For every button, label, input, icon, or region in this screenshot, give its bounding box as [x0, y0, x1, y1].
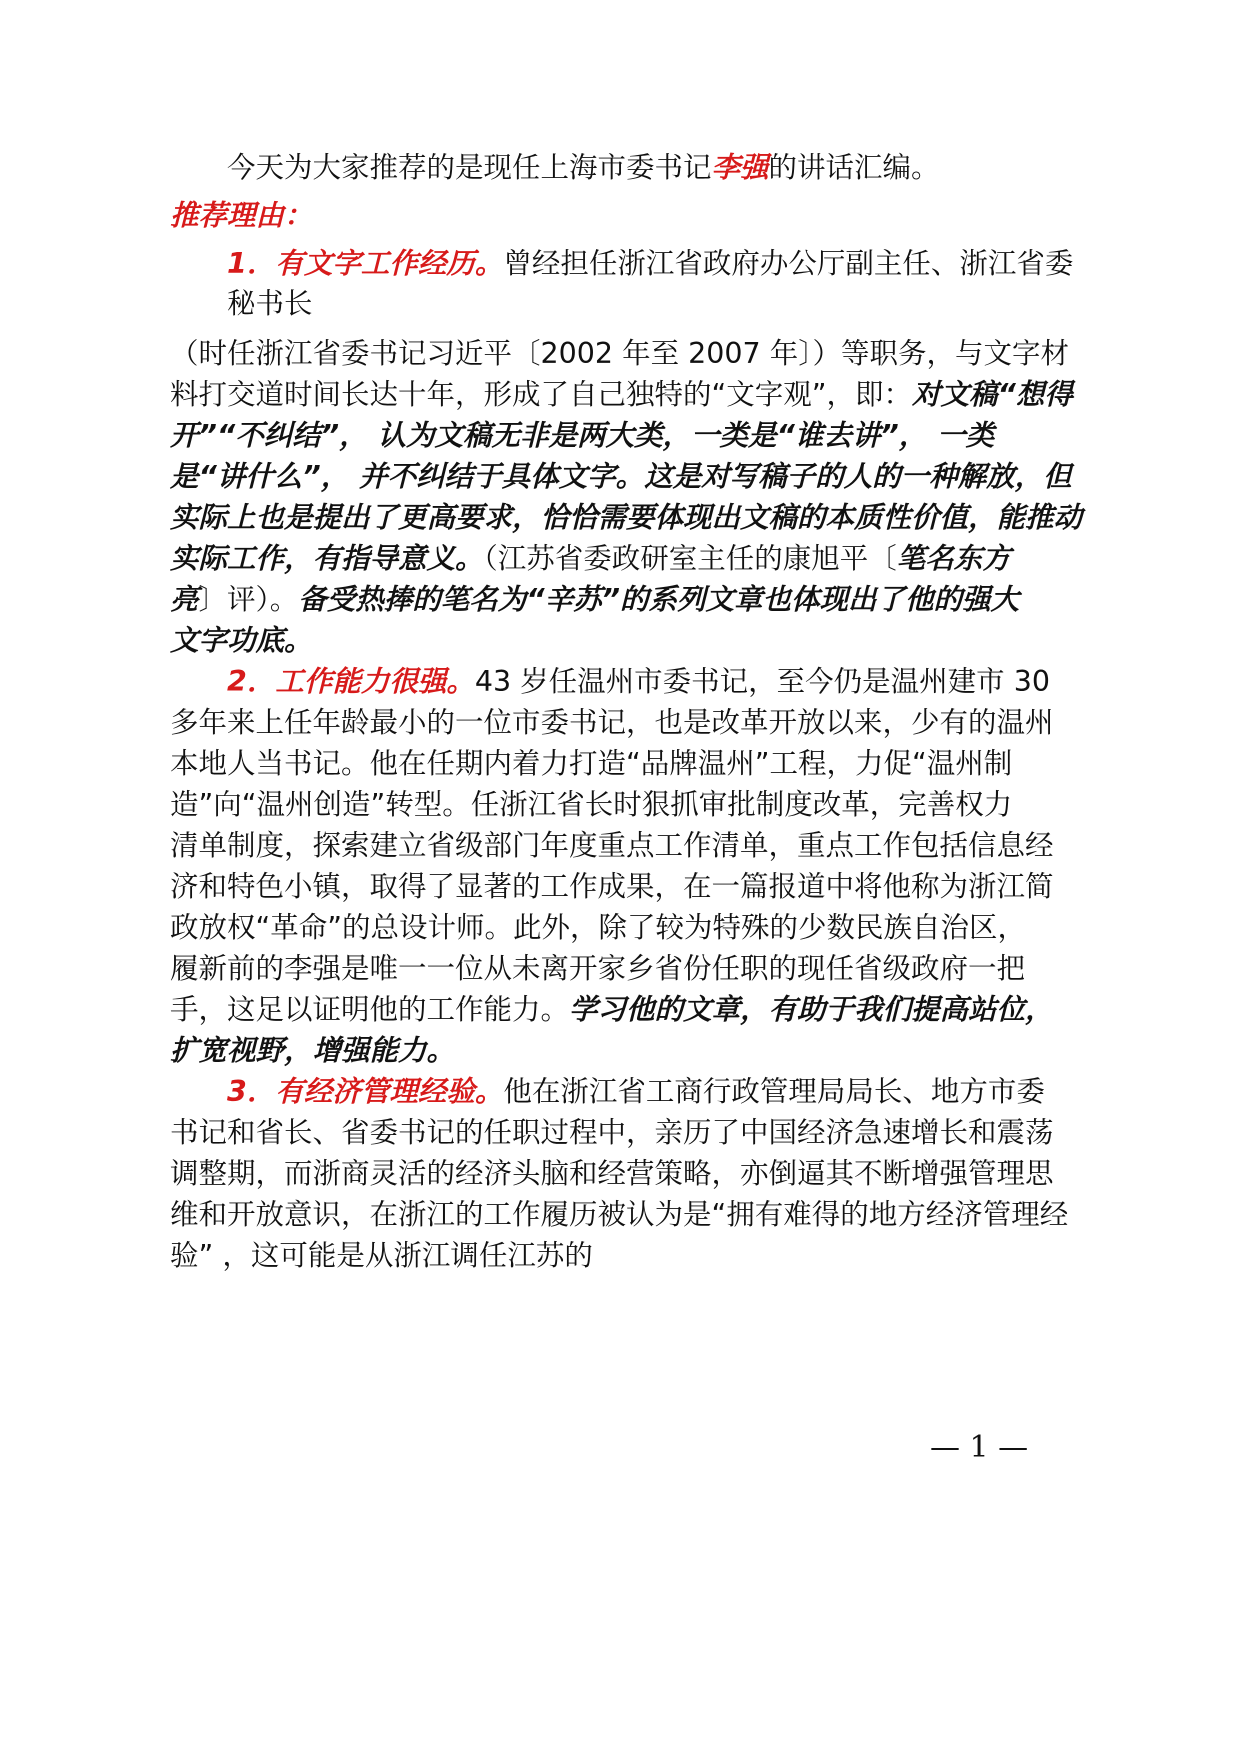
item1-line10: 文字功底。	[170, 624, 313, 657]
item3-line2: 书记和省长、省委书记的任职过程中，亲历了中国经济急速增长和震荡	[170, 1116, 1054, 1149]
reasons-heading: 推荐理由：	[170, 199, 313, 232]
item2-line9-bold: 学习他的文章，有助于我们提高站位，	[569, 993, 1054, 1026]
item1-line7: 实际上也是提出了更高要求，恰恰需要体现出文稿的本质性价值，能推动	[170, 501, 1083, 534]
item3-line3: 调整期，而浙商灵活的经济头脑和经营策略，亦倒逼其不断增强管理思	[170, 1157, 1054, 1190]
item2-line4: 造”向“温州创造”转型。任浙江省长时狠抓审批制度改革，完善权力	[170, 788, 1013, 821]
item2-line5: 清单制度，探索建立省级部门年度重点工作清单，重点工作包括信息经	[170, 829, 1054, 862]
intro-text-end: 的讲话汇编。	[768, 151, 940, 184]
item2-line10: 扩宽视野，增强能力。	[170, 1034, 456, 1067]
item2-line6: 济和特色小镇，取得了显著的工作成果，在一篇报道中将他称为浙江简	[170, 870, 1054, 903]
item1-line2: 秘书长	[227, 287, 313, 320]
item1-line6: 是“讲什么”， 并不纠结于具体文字。这是对写稿子的人的一种解放，但	[170, 460, 1072, 493]
item1-line1	[227, 244, 1073, 284]
item1-line4	[170, 375, 1073, 415]
item1-line5: 开”“不纠结”， 认为文稿无非是两大类，一类是“谁去讲”， 一类	[170, 419, 995, 452]
item1-line4-bold: 对文稿“想得	[912, 378, 1073, 411]
item3-text: 他在浙江省工商行政管理局局长、地方市委	[503, 1075, 1045, 1108]
item1-line8-text: （江苏省委政研室主任的康旭平〔	[483, 542, 897, 575]
item1-line8-bold2: 笔名东方	[896, 542, 1011, 575]
item2-title: 2．工作能力很强。	[227, 665, 475, 698]
item3-line4: 维和开放意识，在浙江的工作履历被认为是“拥有难得的地方经济管理经	[170, 1198, 1069, 1231]
page-number: — 1 —	[930, 1430, 1029, 1465]
item1-text: 曾经担任浙江省政府办公厅副主任、浙江省委	[503, 247, 1074, 280]
item3-line1	[227, 1072, 1045, 1112]
item1-line9	[170, 580, 1019, 620]
intro-text: 今天为大家推荐的是现任上海市委书记	[227, 151, 712, 184]
intro-name: 李强	[711, 151, 769, 184]
item2-text: 43 岁任温州市委书记，至今仍是温州建市 30	[474, 665, 1050, 698]
item3-line5: 验” ，这可能是从浙江调任江苏的	[170, 1239, 593, 1272]
item2-line9-text: 手，这足以证明他的工作能力。	[170, 993, 570, 1026]
intro-line	[227, 148, 940, 188]
item2-line2: 多年来上任年龄最小的一位市委书记，也是改革开放以来，少有的温州	[170, 706, 1054, 739]
item3-title: 3．有经济管理经验。	[227, 1075, 504, 1108]
item2-line7: 政放权“革命”的总设计师。此外，除了较为特殊的少数民族自治区，	[170, 911, 1027, 944]
item1-line4-text: 料打交道时间长达十年，形成了自己独特的“文字观”，即：	[170, 378, 913, 411]
item1-title: 1．有文字工作经历。	[227, 247, 504, 280]
item2-line8: 履新前的李强是唯一一位从未离开家乡省份任职的现任省级政府一把	[170, 952, 1026, 985]
item1-line9-text: 〕评）。	[198, 583, 299, 616]
item2-line1	[227, 662, 1050, 702]
item2-line9	[170, 990, 1054, 1030]
item1-line9-bold2: 备受热捧的笔名为“辛苏”的系列文章也体现出了他的强大	[298, 583, 1019, 616]
item2-line3: 本地人当书记。他在任期内着力打造“品牌温州”工程，力促“温州制	[170, 747, 1013, 780]
item1-line3: （时任浙江省委书记习近平〔2002 年至 2007 年〕）等职务，与文字材	[170, 337, 1069, 370]
item1-line9-bold: 亮	[170, 583, 199, 616]
item1-line8-bold: 实际工作，有指导意义。	[170, 542, 484, 575]
item1-line8	[170, 539, 1011, 579]
